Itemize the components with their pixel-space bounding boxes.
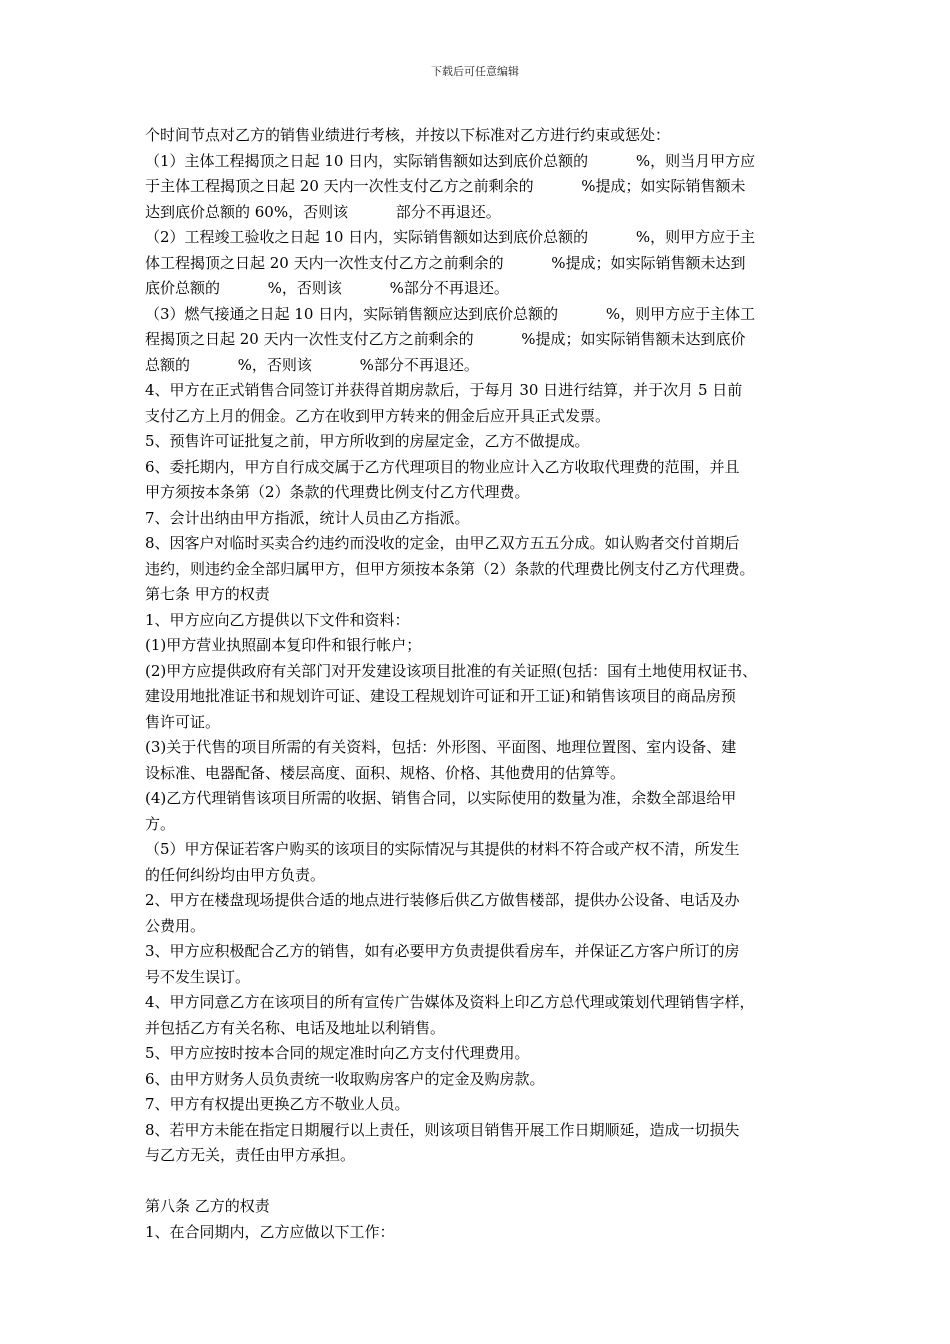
paragraph-line: 6、委托期内，甲方自行成交属于乙方代理项目的物业应计入乙方收取代理费的范围，并且: [145, 457, 740, 476]
paragraph-line: 2、甲方在楼盘现场提供合适的地点进行装修后供乙方做售楼部，提供办公设备、电话及办: [145, 891, 740, 909]
paragraph-line: 违约，则违约金全部归属甲方，但甲方须按本条第（2）条款的代理费比例支付乙方代理费。: [145, 559, 755, 578]
paragraph-line: 6、由甲方财务人员负责统一收取购房客户的定金及购房款。: [145, 1069, 545, 1088]
paragraph-line: 与乙方无关，责任由甲方承担。: [145, 1146, 356, 1164]
paragraph-line: 号不发生误订。: [145, 967, 251, 986]
paragraph-line: （3）燃气接通之日起 10 日内，实际销售额应达到底价总额的 %，则甲方应于主体工: [145, 304, 756, 323]
paragraph-line: 支付乙方上月的佣金。乙方在收到甲方转来的佣金后应开具正式发票。: [145, 406, 611, 425]
paragraph-line: 7、会计出纳由甲方指派，统计人员由乙方指派。: [145, 508, 470, 527]
paragraph-line: 8、因客户对临时买卖合约违约而没收的定金，由甲乙双方五五分成。如认购者交付首期后: [145, 534, 740, 552]
paragraph-line: 底价总额的 %，否则该 %部分不再退还。: [145, 279, 509, 297]
paragraph-line: 于主体工程揭顶之日起 20 天内一次性支付乙方之前剩余的 %提成；如实际销售额未: [145, 177, 746, 195]
blank-line: [145, 1169, 813, 1195]
paragraph-line: 公费用。: [145, 916, 206, 935]
document-body: [145, 123, 813, 1245]
paragraph-line: 3、甲方应积极配合乙方的销售，如有必要甲方负责提供看房车，并保证乙方客户所订的房: [145, 942, 740, 960]
section-heading: 第七条 甲方的权责: [145, 585, 270, 603]
paragraph-line: 个时间节点对乙方的销售业绩进行考核，并按以下标准对乙方进行约束或惩处：: [145, 126, 671, 144]
paragraph-line: 总额的 %，否则该 %部分不再退还。: [145, 355, 479, 374]
paragraph-line: 4、甲方同意乙方在该项目的所有宣传广告媒体及资料上印乙方总代理或策划代理销售字样，: [145, 993, 755, 1011]
paragraph-line: 并包括乙方有关名称、电话及地址以利销售。: [145, 1018, 446, 1037]
paragraph-line: 5、预售许可证批复之前，甲方所收到的房屋定金，乙方不做提成。: [145, 432, 590, 450]
paragraph-line: 1、在合同期内，乙方应做以下工作：: [145, 1222, 395, 1241]
paragraph-line: 建设用地批准证书和规划许可证、建设工程规划许可证和开工证)和销售该项目的商品房预: [145, 687, 736, 705]
paragraph-line: （2）工程竣工验收之日起 10 日内，实际销售额如达到底价总额的 %，则甲方应于主: [145, 228, 756, 246]
paragraph-line: （5）甲方保证若客户购买的该项目的实际情况与其提供的材料不符合或产权不清，所发生: [145, 840, 740, 858]
paragraph-line: 的任何纠纷均由甲方负责。: [145, 865, 326, 884]
paragraph-line: 体工程揭顶之日起 20 天内一次性支付乙方之前剩余的 %提成；如实际销售额未达到: [145, 253, 746, 272]
paragraph-line: 达到底价总额的 60%，否则该 部分不再退还。: [145, 202, 501, 221]
paragraph-line: 5、甲方应按时按本合同的规定准时向乙方支付代理费用。: [145, 1044, 530, 1062]
paragraph-line: （1）主体工程揭顶之日起 10 日内，实际销售额如达到底价总额的 %，则当月甲方应: [145, 151, 756, 170]
section-heading: 第八条 乙方的权责: [145, 1197, 270, 1215]
paragraph-line: (4)乙方代理销售该项目所需的收据、销售合同，以实际使用的数量为准，余数全部退给甲: [145, 789, 737, 807]
paragraph-line: 7、甲方有权提出更换乙方不敬业人员。: [145, 1095, 410, 1113]
paragraph-line: (1)甲方营业执照副本复印件和银行帐户；: [145, 636, 422, 654]
paragraph-line: 程揭顶之日起 20 天内一次性支付乙方之前剩余的 %提成；如实际销售额未达到底价: [145, 330, 746, 348]
paragraph-line: 售许可证。: [145, 712, 221, 731]
paragraph-line: 甲方须按本条第（2）条款的代理费比例支付乙方代理费。: [145, 483, 530, 501]
paragraph-line: 设标准、电器配备、楼层高度、面积、规格、价格、其他费用的估算等。: [145, 763, 626, 782]
page-header: 下载后可任意编辑: [431, 65, 519, 78]
paragraph-line: (2)甲方应提供政府有关部门对开发建设该项目批准的有关证照(包括：国有土地使用权证书、: [145, 661, 758, 680]
paragraph-line: 方。: [145, 814, 176, 833]
paragraph-line: 4、甲方在正式销售合同签订并获得首期房款后，于每月 30 日进行结算，并于次月 5 日前: [145, 381, 743, 399]
paragraph-line: 1、甲方应向乙方提供以下文件和资料：: [145, 610, 410, 629]
paragraph-line: (3)关于代售的项目所需的有关资料，包括：外形图、平面图、地理位置图、室内设备、建: [145, 738, 737, 756]
paragraph-line: 8、若甲方未能在指定日期履行以上责任，则该项目销售开展工作日期顺延，造成一切损失: [145, 1120, 740, 1139]
